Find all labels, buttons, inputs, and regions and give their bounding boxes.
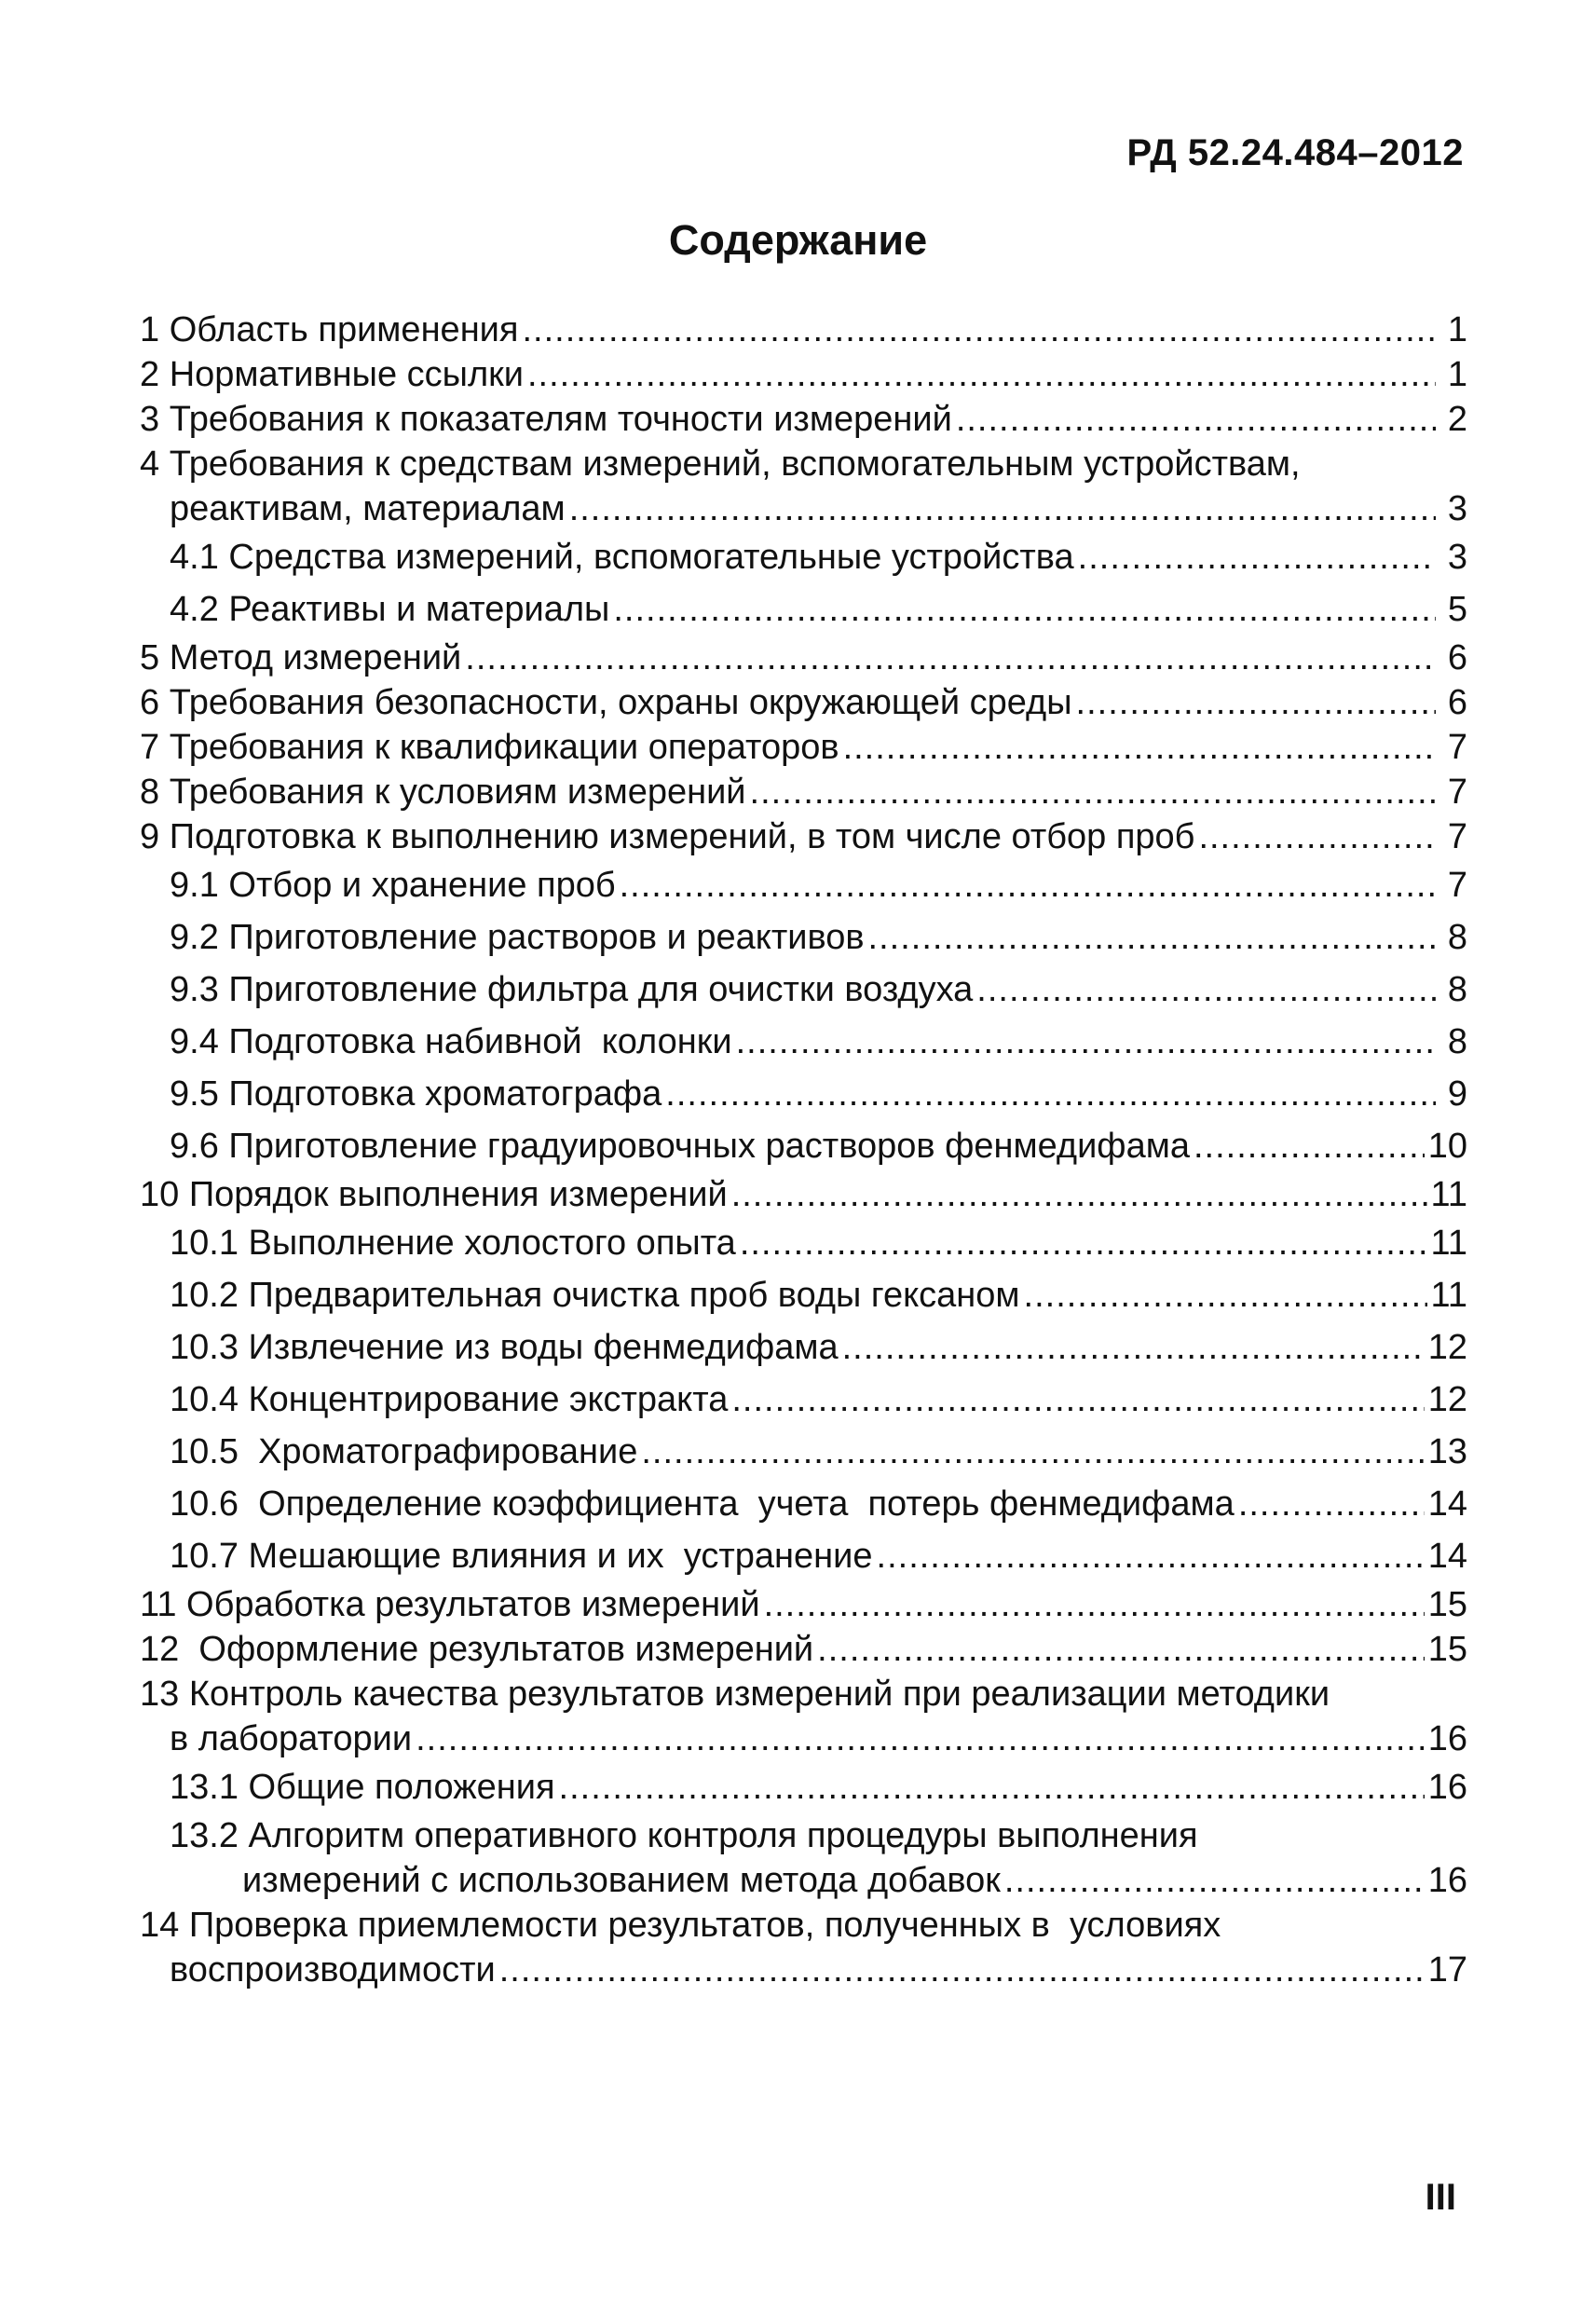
toc-entry[interactable] — [140, 352, 1467, 397]
toc-entry[interactable] — [140, 1172, 1467, 1217]
toc-leader-dots — [1004, 1858, 1425, 1903]
toc-entry-label: 12 Оформление результатов измерений — [140, 1630, 814, 1669]
toc-leader-dots — [764, 1582, 1425, 1627]
toc-leader-dots — [736, 1016, 1436, 1068]
toc-leader-dots — [620, 859, 1436, 911]
toc-entry-label: 9.4 Подготовка набивной колонки — [170, 1022, 732, 1061]
toc-entry[interactable] — [140, 1858, 1467, 1903]
toc-entry-page: 12 — [1427, 1328, 1467, 1367]
document-code: РД 52.24.484–2012 — [1126, 132, 1464, 173]
toc-entry[interactable] — [140, 308, 1467, 352]
toc-entry-page: 12 — [1427, 1380, 1467, 1419]
toc-leader-dots — [1238, 1478, 1425, 1530]
toc-entry-label: 13 Контроль качества результатов измерений при реализации методики — [140, 1675, 1330, 1714]
toc-leader-dots — [665, 1068, 1436, 1120]
toc-entry-label: измерений с использованием метода добавок — [242, 1861, 1001, 1900]
toc-entry-label: 9.2 Приготовление растворов и реактивов — [170, 918, 865, 957]
toc-entry-page: 8 — [1447, 1022, 1467, 1061]
toc-entry-label: 10.5 Хроматографирование — [170, 1432, 638, 1471]
toc-entry[interactable] — [140, 1217, 1467, 1269]
toc-entry[interactable] — [140, 859, 1467, 911]
toc-leader-dots — [1024, 1269, 1427, 1321]
toc-entry-page: 10 — [1427, 1127, 1467, 1166]
toc-leader-dots — [877, 1530, 1425, 1582]
toc-entry-label: 1 Область применения — [140, 310, 519, 349]
toc-entry-page: 8 — [1447, 970, 1467, 1009]
toc-entry[interactable] — [140, 1120, 1467, 1172]
toc-leader-dots — [956, 397, 1436, 442]
toc-leader-dots — [1198, 814, 1436, 859]
toc-leader-dots — [817, 1627, 1425, 1672]
toc-entry[interactable] — [140, 1016, 1467, 1068]
toc-leader-dots — [569, 486, 1436, 531]
toc-entry[interactable] — [140, 531, 1467, 583]
toc-entry[interactable] — [140, 770, 1467, 814]
toc-entry[interactable] — [140, 1716, 1467, 1761]
toc-entry-page: 7 — [1447, 728, 1467, 767]
toc-entry-page: 6 — [1447, 638, 1467, 677]
toc-entry-page: 15 — [1427, 1630, 1467, 1669]
page-number: III — [1425, 2177, 1456, 2218]
toc-leader-dots — [740, 1217, 1427, 1269]
toc-entry[interactable] — [140, 725, 1467, 770]
toc-entry-page: 7 — [1447, 773, 1467, 812]
toc-entry-page: 16 — [1427, 1861, 1467, 1900]
toc-entry-label: 9.6 Приготовление градуировочных растворов фенмедифама — [170, 1127, 1190, 1166]
toc-entry-line1[interactable] — [140, 442, 1467, 486]
toc-entry-label: 2 Нормативные ссылки — [140, 355, 524, 394]
toc-leader-dots — [641, 1426, 1424, 1478]
toc-entry[interactable] — [140, 636, 1467, 680]
toc-leader-dots — [499, 1948, 1425, 1992]
toc-leader-dots — [416, 1716, 1425, 1761]
toc-entry-label: 9.5 Подготовка хроматографа — [170, 1074, 662, 1114]
toc-entry-label: 6 Требования безопасности, охраны окружающей среды — [140, 683, 1072, 722]
toc-leader-dots — [1078, 531, 1436, 583]
toc-entry-label: 13.2 Алгоритм оперативного контроля процедуры выполнения — [170, 1816, 1198, 1855]
toc-entry-page: 16 — [1427, 1768, 1467, 1807]
toc-leader-dots — [731, 1374, 1424, 1426]
toc-entry-line1[interactable] — [140, 1903, 1467, 1948]
toc-entry[interactable] — [140, 397, 1467, 442]
toc-entry-page: 1 — [1447, 355, 1467, 394]
toc-entry-label: 10.2 Предварительная очистка проб воды гексаном — [170, 1276, 1020, 1315]
toc-entry-label: 10 Порядок выполнения измерений — [140, 1175, 728, 1214]
table-of-contents — [140, 308, 1467, 1992]
toc-entry-label: реактивам, материалам — [170, 489, 566, 528]
toc-entry-label: 4.1 Средства измерений, вспомогательные устройства — [170, 538, 1074, 577]
toc-entry-label: 4 Требования к средствам измерений, вспомогательным устройствам, — [140, 444, 1301, 484]
toc-entry-label: в лаборатории — [170, 1719, 413, 1758]
toc-entry-label: 10.1 Выполнение холостого опыта — [170, 1224, 736, 1263]
toc-entry[interactable] — [140, 1068, 1467, 1120]
toc-entry-label: воспроизводимости — [170, 1950, 496, 1990]
toc-entry-label: 9 Подготовка к выполнению измерений, в том числе отбор проб — [140, 817, 1195, 856]
toc-entry-page: 8 — [1447, 918, 1467, 957]
toc-leader-dots — [731, 1172, 1427, 1217]
toc-leader-dots — [750, 770, 1436, 814]
toc-entry-page: 14 — [1427, 1484, 1467, 1524]
toc-leader-dots — [842, 1321, 1425, 1374]
toc-entry-page: 17 — [1427, 1950, 1467, 1990]
toc-entry-page: 2 — [1447, 400, 1467, 439]
toc-entry-label: 9.1 Отбор и хранение проб — [170, 866, 616, 905]
toc-leader-dots — [527, 352, 1436, 397]
toc-entry-page: 3 — [1447, 489, 1467, 528]
toc-entry-label: 10.4 Концентрирование экстракта — [170, 1380, 729, 1419]
toc-entry-page: 14 — [1427, 1537, 1467, 1576]
toc-entry[interactable] — [140, 1374, 1467, 1426]
toc-entry-page: 11 — [1430, 1224, 1467, 1263]
toc-leader-dots — [1194, 1120, 1425, 1172]
toc-entry-page: 7 — [1447, 817, 1467, 856]
toc-entry-page: 9 — [1447, 1074, 1467, 1114]
toc-entry[interactable] — [140, 911, 1467, 964]
toc-entry-label: 14 Проверка приемлемости результатов, полученных в условиях — [140, 1906, 1221, 1945]
toc-entry[interactable] — [140, 1948, 1467, 1992]
toc-entry[interactable] — [140, 1269, 1467, 1321]
toc-entry[interactable] — [140, 1582, 1467, 1627]
toc-entry-page: 6 — [1447, 683, 1467, 722]
toc-entry-label: 8 Требования к условиям измерений — [140, 773, 746, 812]
toc-entry-label: 13.1 Общие положения — [170, 1768, 555, 1807]
toc-entry-label: 11 Обработка результатов измерений — [140, 1585, 760, 1624]
toc-entry-line1[interactable] — [140, 1672, 1467, 1716]
toc-entry-page: 1 — [1447, 310, 1467, 349]
toc-leader-dots — [465, 636, 1436, 680]
toc-entry[interactable] — [140, 1478, 1467, 1530]
toc-entry[interactable] — [140, 1321, 1467, 1374]
toc-entry-page: 15 — [1427, 1585, 1467, 1624]
toc-entry-label: 10.3 Извлечение из воды фенмедифама — [170, 1328, 839, 1367]
toc-leader-dots — [559, 1761, 1425, 1813]
toc-entry-page: 7 — [1447, 866, 1467, 905]
toc-entry-label: 9.3 Приготовление фильтра для очистки воздуха — [170, 970, 974, 1009]
toc-entry-page: 11 — [1430, 1276, 1467, 1315]
toc-entry[interactable] — [140, 1761, 1467, 1813]
toc-entry-page: 13 — [1427, 1432, 1467, 1471]
toc-entry[interactable] — [140, 1426, 1467, 1478]
toc-entry-label: 7 Требования к квалификации операторов — [140, 728, 839, 767]
toc-entry-label: 3 Требования к показателям точности измерений — [140, 400, 952, 439]
toc-entry-label: 4.2 Реактивы и материалы — [170, 590, 610, 629]
toc-entry-label: 10.6 Определение коэффициента учета потерь фенмедифама — [170, 1484, 1235, 1524]
toc-entry-page: 16 — [1427, 1719, 1467, 1758]
toc-entry-label: 10.7 Мешающие влияния и их устранение — [170, 1537, 873, 1576]
toc-entry-line1[interactable] — [140, 1813, 1467, 1858]
toc-leader-dots — [522, 308, 1436, 352]
toc-entry[interactable] — [140, 964, 1467, 1016]
toc-entry-page: 11 — [1430, 1175, 1467, 1214]
toc-entry[interactable] — [140, 680, 1467, 725]
toc-leader-dots — [976, 964, 1436, 1016]
toc-entry[interactable] — [140, 1627, 1467, 1672]
toc-leader-dots — [843, 725, 1436, 770]
toc-entry[interactable] — [140, 1530, 1467, 1582]
toc-entry-page: 3 — [1447, 538, 1467, 577]
toc-entry[interactable] — [140, 583, 1467, 636]
toc-entry-page: 5 — [1447, 590, 1467, 629]
toc-leader-dots — [1076, 680, 1436, 725]
toc-entry[interactable] — [140, 814, 1467, 859]
toc-leader-dots — [868, 911, 1436, 964]
toc-entry-label: 5 Метод измерений — [140, 638, 462, 677]
toc-entry[interactable] — [140, 486, 1467, 531]
page-title: Содержание — [668, 216, 928, 264]
toc-leader-dots — [613, 583, 1436, 636]
